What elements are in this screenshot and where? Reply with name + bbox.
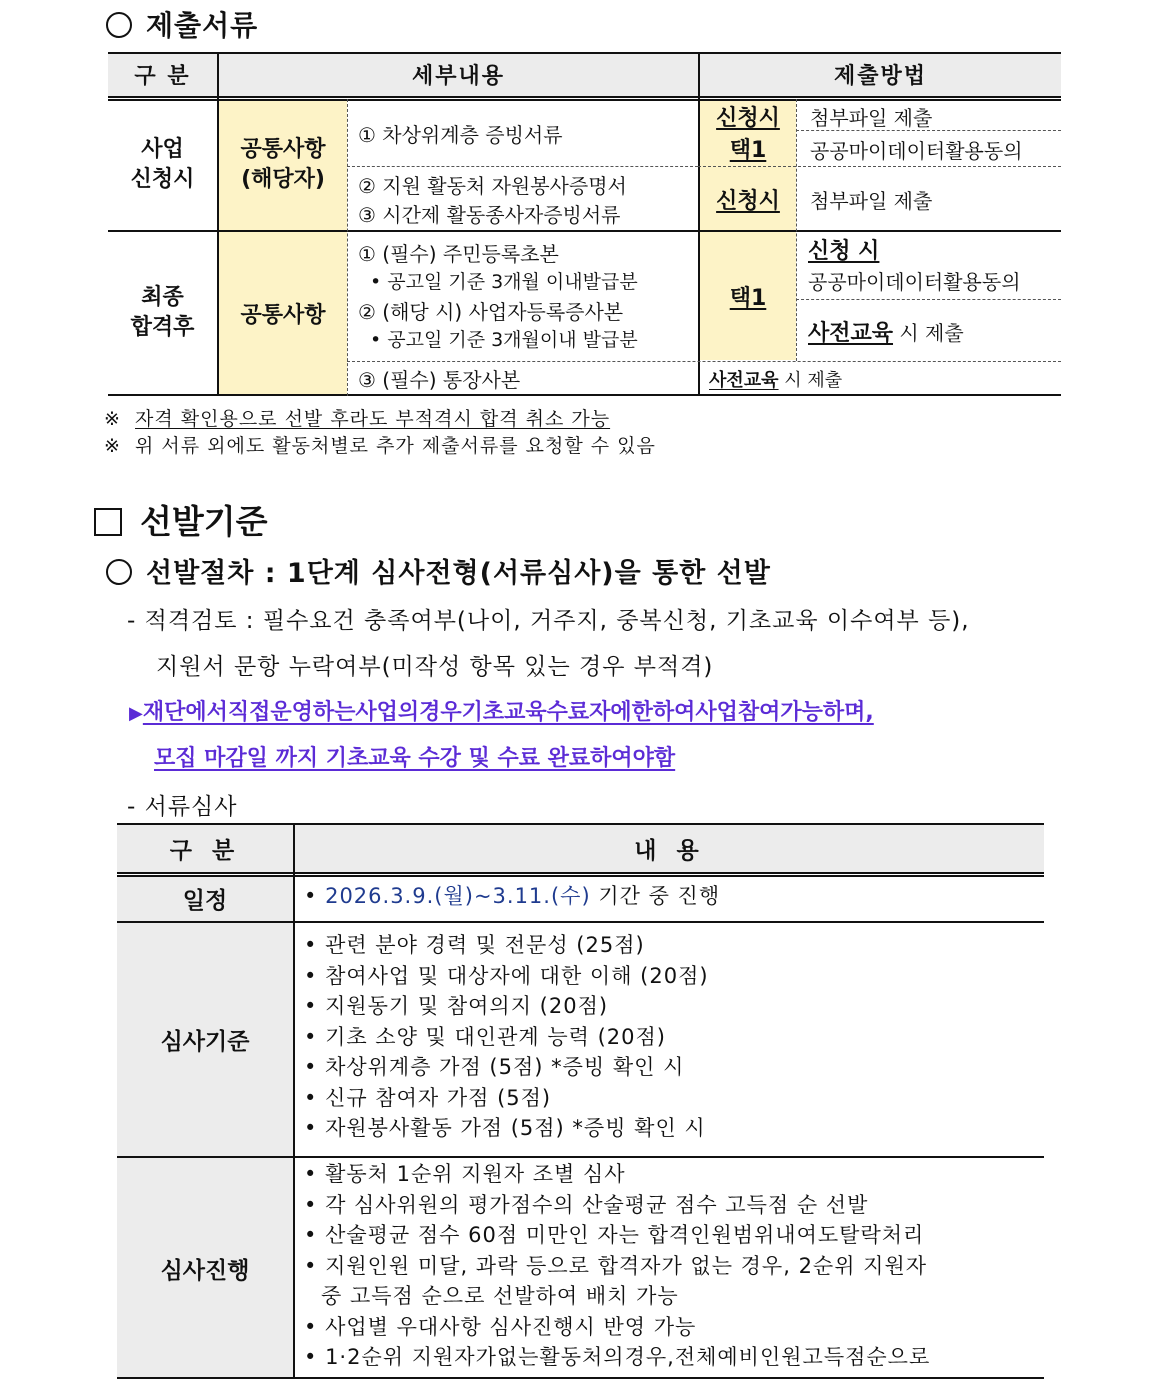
list-item: • 활동처 1순위 지원자 조별 심사	[304, 1162, 626, 1186]
list-item: • 신규 참여자 가점 (5점)	[304, 1085, 552, 1110]
doc-item: ③ 시간제 활동종사자증빙서류	[358, 203, 621, 227]
square-icon	[94, 508, 122, 536]
note-line: ※ 위 서류 외에도 활동처별로 추가 제출서류를 요청할 수 있음	[104, 435, 656, 457]
method-apply-label: 신청시	[716, 105, 780, 131]
schedule-text: • 2026.3.9.(월)~3.11.(수) 기간 중 진행	[304, 884, 721, 908]
method-option: 첨부파일 제출	[810, 189, 933, 213]
row-label-criteria: 심사기준	[117, 923, 293, 1156]
list-item: • 관련 분야 경력 및 전문성 (25점)	[304, 933, 645, 957]
method-option: 공공마이데이터활용동의	[808, 270, 1021, 294]
list-item: 중 고득점 순으로 선발하여 배치 가능	[321, 1284, 679, 1308]
method-option: 공공마이데이터활용동의	[810, 139, 1023, 163]
method-choose-one: 택1	[729, 137, 767, 163]
bullet: •	[304, 884, 318, 908]
list-item: • 사업별 우대사항 심사진행시 반영 가능	[304, 1314, 697, 1339]
eligibility-check: - 적격검토 : 필수요건 충족여부(나이, 거주지, 중복신청, 기초교육 이수여부 등),	[127, 608, 970, 634]
row-label-apply: 사업 신청시	[130, 137, 195, 192]
list-item: • 각 심사위원의 평가점수의 산술평균 점수 고득점 순 선발	[304, 1192, 869, 1217]
table-header-details: 세부내용	[219, 52, 698, 96]
category-common: 공통사항	[240, 302, 326, 328]
row-label-schedule: 일정	[117, 876, 293, 921]
criteria-list	[304, 930, 709, 1144]
method-option-title: 신청 시	[808, 239, 880, 264]
selection-procedure-title: 선발절차 : 1단계 심사전형(서류심사)을 통한 선발	[106, 551, 771, 590]
table-header-method: 제출방법	[700, 52, 1061, 96]
process-list	[304, 1159, 930, 1373]
doc-item: ① 차상위계층 증빙서류	[358, 123, 563, 147]
note-line: ※ 자격 확인용으로 선발 후라도 부적격시 합격 취소 가능	[104, 408, 611, 430]
section-title-documents: 제출서류	[106, 4, 258, 44]
method-choose-one: 택1	[729, 285, 767, 311]
list-item: • 차상위계층 가점 (5점) *증빙 확인 시	[304, 1055, 685, 1079]
category-common-applicable: 공통사항 (해당자)	[240, 137, 326, 192]
circle-icon	[106, 12, 132, 38]
table-header-category: 구 분	[108, 52, 217, 96]
circle-icon	[106, 559, 132, 585]
list-item: • 지원인원 미달, 과락 등으로 합격자가 없는 경우, 2순위 지원자	[304, 1253, 928, 1278]
doc-item: ② (해당 시) 사업자등록증사본	[358, 300, 624, 324]
doc-item-sub: • 공고일 기준 3개월 이내발급분	[370, 271, 638, 293]
list-item: • 참여사업 및 대상자에 대한 이해 (20점)	[304, 963, 709, 988]
doc-item: ① (필수) 주민등록초본	[358, 242, 559, 266]
triangle-right-icon: ▶	[129, 703, 143, 724]
table-header-content: 내 용	[295, 823, 1044, 873]
section-title-selection: 선발기준	[94, 496, 268, 543]
eligibility-check-cont: 지원서 문항 누락여부(미작성 항목 있는 경우 부적격)	[156, 654, 714, 680]
list-item: • 기초 소양 및 대인관계 능력 (20점)	[304, 1024, 666, 1049]
list-item: • 1·2순위 지원자가없는활동처의경우,전체예비인원고득점순으로	[304, 1345, 931, 1369]
document-review-label: - 서류심사	[127, 794, 238, 820]
doc-item: ③ (필수) 통장사본	[358, 368, 521, 392]
method-apply-label: 신청시	[716, 188, 780, 214]
documents-table	[108, 52, 1061, 396]
list-item: • 지원동기 및 참여의지 (20점)	[304, 994, 609, 1018]
method-option: 첨부파일 제출	[810, 106, 933, 130]
doc-item-sub: • 공고일 기준 3개월이내 발급분	[370, 329, 638, 351]
method-option: 사전교육 시 제출	[808, 321, 964, 346]
table-header-category: 구 분	[117, 823, 293, 873]
basic-education-notice-cont: 모집 마감일 까지 기초교육 수강 및 수료 완료하여야함	[154, 746, 676, 771]
basic-education-notice: ▶재단에서직접운영하는사업의경우기초교육수료자에한하여사업참여가능하며,	[129, 700, 874, 725]
review-table	[117, 823, 1044, 1379]
doc-item: ② 지원 활동처 자원봉사증명서	[358, 174, 627, 198]
list-item: • 산술평균 점수 60점 미만인 자는 합격인원범위내여도탈락처리	[304, 1223, 925, 1247]
row-label-final: 최종 합격후	[130, 285, 195, 340]
row-label-process: 심사진행	[117, 1158, 293, 1379]
list-item: • 자원봉사활동 가점 (5점) *증빙 확인 시	[304, 1116, 706, 1140]
method-option: 사전교육 시 제출	[709, 370, 843, 391]
